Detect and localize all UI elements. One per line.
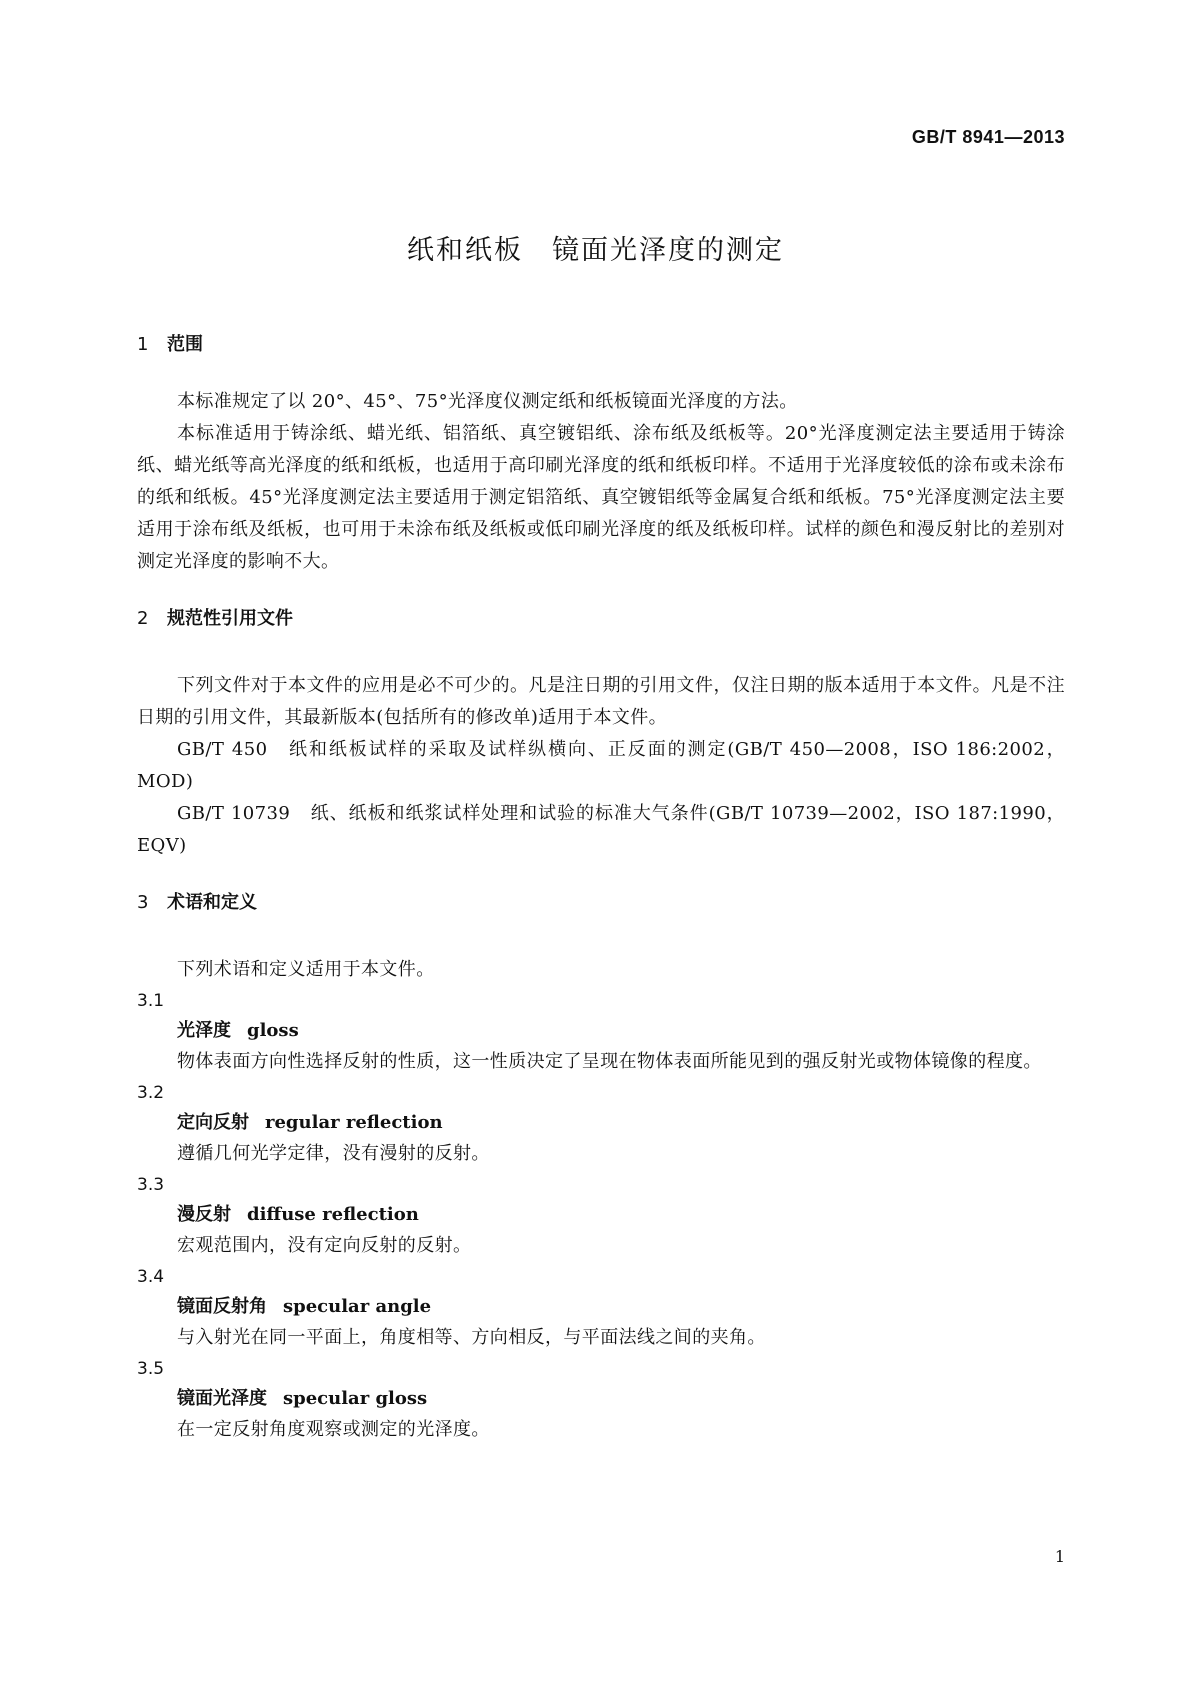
term-definition: 物体表面方向性选择反射的性质，这一性质决定了呈现在物体表面所能见到的强反射光或物体镜像的程度。 xyxy=(177,1051,1042,1072)
reference-text: 纸和纸板试样的采取及试样纵横向、正反面的测定(GB/T 450—2008，ISO 186:2002，MOD) xyxy=(137,739,1065,792)
section-normative-references xyxy=(137,604,1065,862)
paragraph: 下列文件对于本文件的应用是必不可少的。凡是注日期的引用文件，仅注日期的版本适用于本文件。凡是不注日期的引用文件，其最新版本(包括所有的修改单)适用于本文件。 xyxy=(137,675,1065,728)
term-number: 3.2 xyxy=(137,1083,165,1103)
term-definition: 与入射光在同一平面上，角度相等、方向相反，与平面法线之间的夹角。 xyxy=(177,1327,766,1348)
term-entry xyxy=(137,1262,1065,1354)
reference-text: 纸、纸板和纸浆试样处理和试验的标准大气条件(GB/T 10739—2002，ISO 187:1990，EQV) xyxy=(137,803,1065,856)
term-name xyxy=(137,1292,1065,1322)
term-entry xyxy=(137,1170,1065,1262)
page-number: 1 xyxy=(1054,1547,1065,1566)
reference-code: GB/T 10739 xyxy=(177,803,291,824)
term-name xyxy=(137,1016,1065,1046)
section-scope xyxy=(137,330,1065,578)
term-definition: 宏观范围内，没有定向反射的反射。 xyxy=(177,1235,472,1256)
section-number: 3 xyxy=(137,892,149,913)
term-name-en: specular angle xyxy=(283,1296,432,1317)
term-number: 3.5 xyxy=(137,1359,165,1379)
reference-entry xyxy=(137,734,1065,798)
paragraph: 本标准适用于铸涂纸、蜡光纸、铝箔纸、真空镀铝纸、涂布纸及纸板等。20°光泽度测定法主要适用于铸涂纸、蜡光纸等高光泽度的纸和纸板，也适用于高印刷光泽度的纸和纸板印样。不适用于光泽度较低的涂布或未涂布的纸和纸板。45°光泽度测定法主要适用于测定铝箔纸、真空镀铝纸等金属复合纸和纸板。75°光泽度测定法主要适用于涂布纸及纸板，也可用于未涂布纸及纸板或低印刷光泽度的纸及纸板印样。试样的颜色和漫反射比的差别对测定光泽度的影响不大。 xyxy=(137,423,1065,572)
paragraph: 本标准规定了以 20°、45°、75°光泽度仪测定纸和纸板镜面光泽度的方法。 xyxy=(177,391,798,412)
section-heading xyxy=(137,888,1065,918)
term-name xyxy=(137,1384,1065,1414)
term-name-zh: 漫反射 xyxy=(177,1204,231,1225)
term-name-zh: 光泽度 xyxy=(177,1020,231,1041)
term-name-en: specular gloss xyxy=(283,1388,428,1409)
term-name-zh: 镜面反射角 xyxy=(177,1296,267,1317)
section-title: 术语和定义 xyxy=(167,892,257,913)
section-heading xyxy=(137,330,1065,360)
section-number: 1 xyxy=(137,334,149,355)
paragraph: 下列术语和定义适用于本文件。 xyxy=(177,959,435,980)
term-entry xyxy=(137,1354,1065,1446)
term-name xyxy=(137,1108,1065,1138)
section-title: 范围 xyxy=(167,334,203,355)
term-name-zh: 镜面光泽度 xyxy=(177,1388,267,1409)
term-number: 3.4 xyxy=(137,1267,165,1287)
term-number: 3.1 xyxy=(137,991,165,1011)
term-entry xyxy=(137,1078,1065,1170)
section-number: 2 xyxy=(137,608,149,629)
section-heading xyxy=(137,604,1065,634)
term-name-en: regular reflection xyxy=(265,1112,443,1133)
term-number: 3.3 xyxy=(137,1175,165,1195)
term-entry xyxy=(137,986,1065,1078)
section-terms-and-definitions xyxy=(137,888,1065,1446)
document-body xyxy=(137,330,1065,1446)
term-name xyxy=(137,1200,1065,1230)
term-name-zh: 定向反射 xyxy=(177,1112,249,1133)
document-title: 纸和纸板 镜面光泽度的测定 xyxy=(407,235,784,266)
term-name-en: diffuse reflection xyxy=(247,1204,419,1225)
term-definition: 在一定反射角度观察或测定的光泽度。 xyxy=(177,1419,490,1440)
section-title: 规范性引用文件 xyxy=(167,608,293,629)
term-definition: 遵循几何光学定律，没有漫射的反射。 xyxy=(177,1143,490,1164)
reference-entry xyxy=(137,798,1065,862)
reference-code: GB/T 450 xyxy=(177,739,268,760)
standard-code: GB/T 8941—2013 xyxy=(911,127,1065,147)
term-name-en: gloss xyxy=(247,1020,299,1041)
